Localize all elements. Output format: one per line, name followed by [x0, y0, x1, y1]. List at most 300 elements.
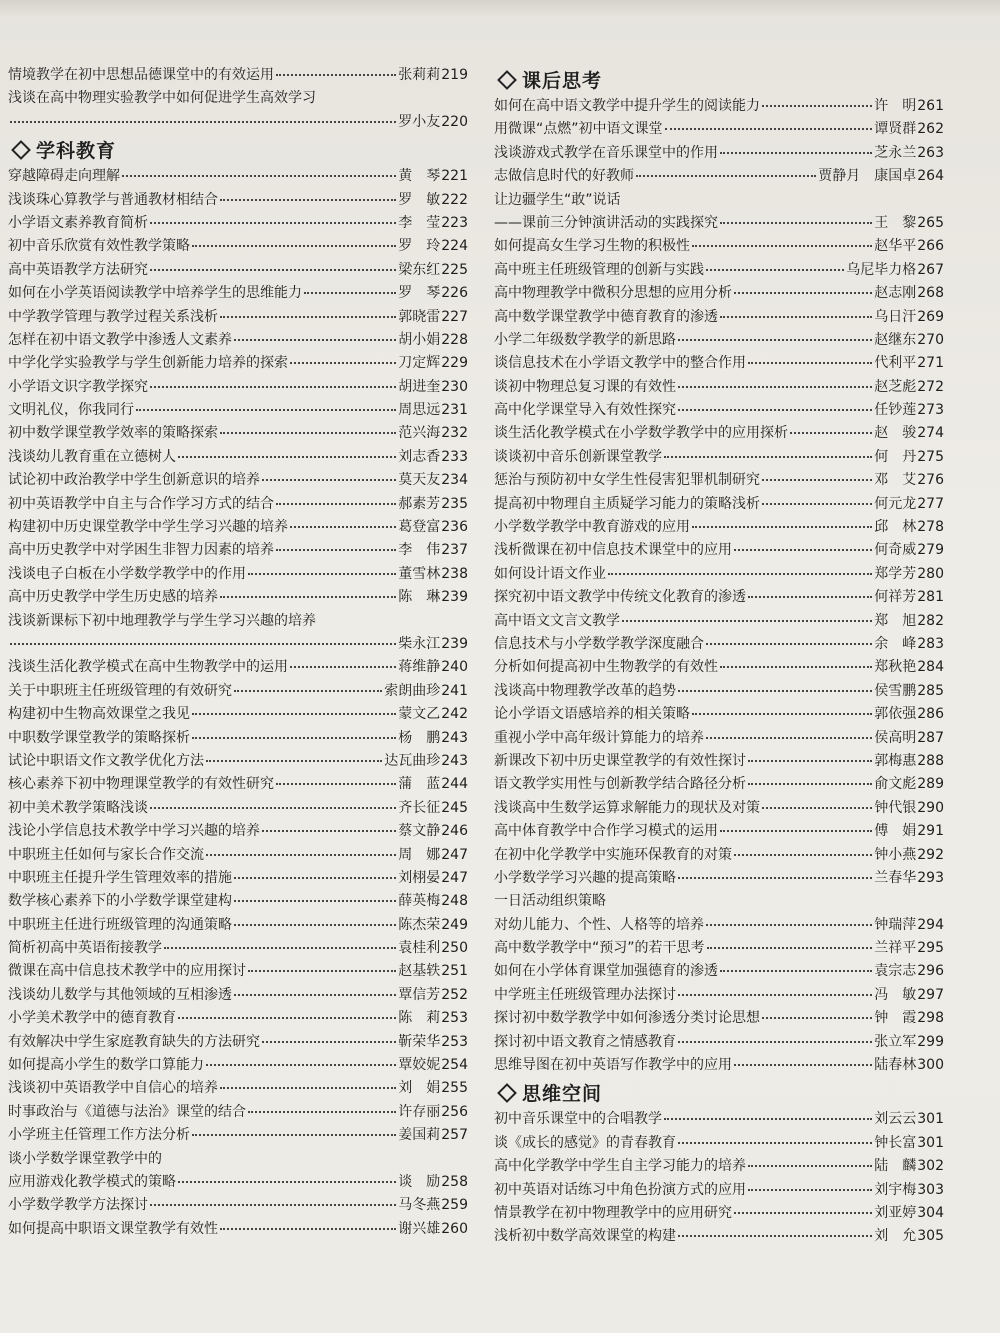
toc-entry-title: 情境教学在初中思想品德课堂中的有效运用 [8, 67, 274, 83]
toc-entry-page: 247 [441, 846, 468, 863]
toc-entry-author: 张莉莉 [398, 67, 441, 83]
toc-entry-author: 赵继东 [874, 331, 917, 348]
toc-entry-page: 267 [917, 261, 944, 278]
toc-entry [494, 1225, 944, 1248]
toc-entry-author: 刀定辉 [398, 355, 441, 372]
toc-entry-title: 如何提高中职语文课堂教学有效性 [8, 1220, 218, 1237]
dot-leader [178, 1180, 396, 1183]
toc-entry [8, 189, 468, 212]
dot-leader [192, 244, 396, 247]
toc-entry-page: 230 [441, 378, 468, 395]
toc-entry-author: 陈 莉 [398, 1010, 441, 1027]
toc-entry [494, 329, 944, 352]
toc-entry-page: 232 [441, 425, 468, 442]
dot-leader [678, 408, 872, 411]
toc-entry [8, 773, 468, 796]
toc-entry-title: 惩治与预防初中女学生性侵害犯罪机制研究 [494, 472, 760, 489]
toc-entry-author: 钟小燕 [874, 846, 917, 863]
toc-entry [8, 727, 468, 750]
toc-entry [494, 352, 944, 375]
toc-entry [8, 984, 468, 1007]
toc-entry-author: 贾静月 康国卓 [818, 168, 917, 185]
toc-entry-subtitle: 对幼儿能力、个性、人格等的培养 [494, 916, 704, 933]
toc-entry-author: 赵芝彪 [874, 378, 917, 395]
toc-entry-author: 袁宗志 [874, 963, 917, 980]
toc-entry-title: 如何在小学英语阅读教学中培养学生的思维能力 [8, 285, 302, 302]
dot-leader [720, 829, 872, 832]
toc-entry-page: 221 [441, 168, 468, 185]
toc-entry-author: 蔡文静 [398, 823, 441, 840]
toc-entry-author: 覃姣妮 [398, 1057, 441, 1074]
dot-leader [304, 291, 396, 294]
toc-entry [494, 118, 944, 141]
toc-entry-title: 高中班主任班级管理的创新与实践 [494, 261, 704, 278]
toc-entry [8, 446, 468, 469]
toc-entry-title: 小学班主任管理工作方法分析 [8, 1127, 190, 1144]
dot-leader [206, 759, 382, 762]
toc-entry-title: 小学美术教学中的德育教育 [8, 1010, 176, 1027]
dot-leader [622, 619, 872, 622]
toc-entry-page: 285 [917, 682, 944, 699]
toc-entry [494, 703, 944, 726]
toc-entry-title: 初中音乐课堂中的合唱教学 [494, 1111, 662, 1128]
toc-entry-page: 234 [441, 472, 468, 489]
toc-entry [8, 111, 468, 134]
toc-entry-page: 255 [441, 1080, 468, 1097]
toc-entry-page: 239 [441, 635, 468, 652]
toc-entry [8, 399, 468, 422]
toc-entry-title: 高中历史教学中对学困生非智力因素的培养 [8, 542, 274, 559]
toc-entry-page: 245 [441, 799, 468, 816]
toc-entry [8, 937, 468, 960]
toc-entry-page: 253 [441, 1010, 468, 1027]
dot-leader [122, 174, 396, 177]
dot-leader [678, 1040, 872, 1043]
toc-entry-page: 301 [917, 1134, 944, 1151]
toc-entry-page: 305 [917, 1228, 944, 1245]
toc-entry [8, 469, 468, 492]
toc-entry [494, 493, 944, 516]
dot-leader [262, 1040, 396, 1043]
toc-entry-title: 浅谈电子白板在小学数学教学中的作用 [8, 565, 246, 582]
toc-entry-author: 姜国莉 [398, 1127, 441, 1144]
toc-entry-page: 250 [441, 940, 468, 957]
toc-entry-page: 231 [441, 402, 468, 419]
toc-entry-author: 何祥芳 [874, 589, 917, 606]
diamond-bullet-icon [497, 70, 517, 90]
page-top-edge [0, 0, 1000, 18]
dot-leader [276, 782, 396, 785]
toc-entry-page: 237 [441, 542, 468, 559]
toc-entry-title: 浅谈高中生数学运算求解能力的现状及对策 [494, 799, 760, 816]
toc-entry-page: 276 [917, 472, 944, 489]
toc-entry [8, 656, 468, 679]
toc-entry-author: 罗小友 [398, 113, 441, 130]
toc-entry [494, 212, 944, 235]
toc-entry [494, 516, 944, 539]
toc-entry-author: 赵基轶 [398, 963, 441, 980]
toc-entry-page: 293 [917, 869, 944, 886]
toc-entry-author: 侯雪鹏 [874, 682, 917, 699]
toc-entry-title: 初中数学课堂教学效率的策略探索 [8, 425, 218, 442]
toc-entry-author: 郑 旭 [874, 612, 917, 629]
toc-entry-author: 俞文彪 [874, 776, 917, 793]
toc-entry [8, 1194, 468, 1217]
toc-entry-author: 侯高明 [874, 729, 917, 746]
toc-entry-title-line [8, 87, 468, 110]
dot-leader [706, 268, 844, 271]
toc-entry-page: 249 [441, 916, 468, 933]
toc-entry [8, 212, 468, 235]
toc-entry-page: 268 [917, 285, 944, 302]
toc-entry-author: 葛登富 [398, 519, 441, 536]
toc-entry-title: 浅谈幼儿教育重在立德树人 [8, 448, 176, 465]
dot-leader [664, 1117, 872, 1120]
section-heading [8, 134, 468, 165]
toc-entry-page: 243 [441, 752, 468, 769]
dot-leader [234, 899, 396, 902]
toc-entry-author: 刘 娟 [398, 1080, 441, 1097]
dot-leader [692, 525, 872, 528]
dot-leader [290, 361, 396, 364]
toc-entry-author: 覃信芳 [398, 986, 441, 1003]
toc-entry [494, 1031, 944, 1054]
toc-entry-title: 谈信息技术在小学语文教学中的整合作用 [494, 355, 746, 372]
toc-entry-title: 试论中职语文作文教学优化方法 [8, 752, 204, 769]
toc-entry [8, 586, 468, 609]
dot-leader [290, 525, 396, 528]
toc-entry-page: 251 [441, 963, 468, 980]
dot-leader [234, 876, 396, 879]
diamond-bullet-icon [497, 1083, 517, 1103]
toc-entry-title: 中职班主任如何与家长合作交流 [8, 846, 204, 863]
toc-entry [494, 563, 944, 586]
toc-entry-title: 如何设计语文作业 [494, 565, 606, 582]
toc-entry-page: 254 [441, 1057, 468, 1074]
toc-entry [8, 282, 468, 305]
toc-entry-title: 怎样在初中语文教学中渗透人文素养 [8, 331, 232, 348]
dot-leader [678, 338, 872, 341]
toc-entry-title: 谈初中物理总复习课的有效性 [494, 378, 676, 395]
toc-entry-title: 如何提高女生学习生物的积极性 [494, 238, 690, 255]
toc-entry [8, 844, 468, 867]
toc-entry [494, 539, 944, 562]
dot-leader [707, 946, 873, 949]
toc-entry [8, 235, 468, 258]
section-heading [494, 1077, 944, 1108]
toc-entry-author: 达瓦曲珍 [384, 752, 441, 769]
toc-entry [494, 376, 944, 399]
toc-entry-title: 如何提高小学生的数学口算能力 [8, 1057, 204, 1074]
toc-entry [8, 960, 468, 983]
toc-entry-title: 情景教学在初中物理教学中的应用研究 [494, 1204, 732, 1221]
toc-entry-subtitle: 应用游戏化教学模式的策略 [8, 1173, 176, 1190]
dot-leader [234, 993, 396, 996]
toc-entry [494, 844, 944, 867]
toc-entry [8, 1054, 468, 1077]
toc-entry-page: 290 [917, 799, 944, 816]
toc-entry [8, 1124, 468, 1147]
toc-entry-title: 简析初高中英语衔接教学 [8, 940, 162, 957]
toc-entry [8, 1218, 468, 1241]
toc-entry [494, 820, 944, 843]
dot-leader [248, 1110, 396, 1113]
toc-entry [494, 1108, 944, 1131]
toc-entry-title: 高中物理教学中微积分思想的应用分析 [494, 285, 732, 302]
toc-entry [8, 422, 468, 445]
toc-entry [494, 142, 944, 165]
toc-entry-page: 225 [441, 261, 468, 278]
toc-entry-title: 浅论小学信息技术教学中学习兴趣的培养 [8, 823, 260, 840]
dot-leader [706, 736, 872, 739]
dot-leader [178, 455, 396, 458]
toc-entry-page: 266 [917, 238, 944, 255]
toc-entry-author: 许 明 [874, 98, 917, 114]
toc-entry-subtitle: ——课前三分钟演讲活动的实践探究 [494, 214, 718, 231]
toc-entry-page: 269 [917, 308, 944, 325]
toc-entry [494, 446, 944, 469]
toc-entry-page: 235 [441, 495, 468, 512]
dot-leader [234, 923, 396, 926]
toc-entry-title: 高中化学教学中学生自主学习能力的培养 [494, 1158, 746, 1175]
toc-entry-page: 258 [441, 1173, 468, 1190]
dot-leader [734, 548, 872, 551]
toc-entry-page: 259 [441, 1197, 468, 1214]
dot-leader [262, 829, 396, 832]
toc-entry-title: 在初中化学教学中实施环保教育的对策 [494, 846, 732, 863]
toc-entry-title: 浅谈在高中物理实验教学中如何促进学生高效学习 [8, 90, 316, 107]
dot-leader [790, 431, 872, 434]
toc-entry-author: 李 莹 [398, 214, 441, 231]
toc-entry [494, 610, 944, 633]
toc-entry-author: 郝素芳 [398, 495, 441, 512]
toc-entry [494, 1202, 944, 1225]
toc-entry-page: 228 [441, 331, 468, 348]
toc-entry-page: 271 [917, 355, 944, 372]
toc-entry-title: 重视小学中高年级计算能力的培养 [494, 729, 704, 746]
toc-entry-author: 钟长富 [874, 1134, 917, 1151]
toc-entry-title: 初中英语对话练习中角色扮演方式的应用 [494, 1181, 746, 1198]
toc-entry [8, 165, 468, 188]
toc-entry-page: 279 [917, 542, 944, 559]
toc-entry-page: 229 [441, 355, 468, 372]
toc-entry-page: 238 [441, 565, 468, 582]
toc-entry-page: 297 [917, 986, 944, 1003]
toc-entry [494, 1054, 944, 1077]
toc-entry-page: 274 [917, 425, 944, 442]
toc-entry-page: 298 [917, 1010, 944, 1027]
toc-entry-title: 谈生活化教学模式在小学数学教学中的应用探析 [494, 425, 788, 442]
toc-entry [8, 1007, 468, 1030]
dot-leader [748, 759, 872, 762]
dot-leader [150, 1203, 396, 1206]
toc-entry [8, 914, 468, 937]
dot-leader [636, 174, 816, 177]
toc-entry-author: 刘云云 [874, 1111, 917, 1128]
toc-entry-author: 齐长征 [398, 799, 441, 816]
toc-entry-page: 295 [917, 940, 944, 957]
toc-entry-page: 260 [441, 1220, 468, 1237]
toc-entry-author: 范兴海 [398, 425, 441, 442]
toc-entry [494, 469, 944, 492]
toc-entry-page: 263 [917, 144, 944, 161]
toc-entry-title: 浅谈新课标下初中地理教学与学生学习兴趣的培养 [8, 612, 316, 629]
toc-entry [494, 937, 944, 960]
dot-leader [720, 315, 872, 318]
toc-entry-author: 刘亚婷 [874, 1204, 917, 1221]
dot-leader [150, 385, 396, 388]
toc-entry [494, 1179, 944, 1202]
toc-entry-page: 301 [917, 1111, 944, 1128]
dot-leader [206, 1063, 396, 1066]
toc-entry-page: 284 [917, 659, 944, 676]
toc-entry-title: 核心素养下初中物理课堂教学的有效性研究 [8, 776, 274, 793]
toc-entry-author: 周 娜 [398, 846, 441, 863]
toc-entry-author: 刘栩晏 [398, 869, 441, 886]
toc-entry-title: 志做信息时代的好教师 [494, 168, 634, 185]
toc-entry [8, 820, 468, 843]
toc-entry-title-line [494, 189, 944, 212]
toc-entry [8, 493, 468, 516]
dot-leader [220, 595, 396, 598]
dot-leader [276, 502, 396, 505]
toc-entry-page: 304 [917, 1204, 944, 1221]
toc-entry-author: 刘 允 [874, 1228, 917, 1245]
dot-leader [150, 221, 396, 224]
toc-entry-title: 小学数学教学方法探讨 [8, 1197, 148, 1214]
toc-entry-author: 谢兴雄 [398, 1220, 441, 1237]
toc-entry-author: 许存丽 [398, 1103, 441, 1120]
dot-leader [748, 361, 872, 364]
dot-leader [720, 969, 872, 972]
toc-entry-page: 233 [441, 448, 468, 465]
toc-entry-title: 小学数学学习兴趣的提高策略 [494, 869, 676, 886]
toc-entry-title: 谈《成长的感觉》的青春教育 [494, 1134, 676, 1151]
toc-entry-author: 索朗曲珍 [384, 682, 441, 699]
toc-entry-page: 265 [917, 214, 944, 231]
toc-entry [8, 890, 468, 913]
toc-entry-title: 论小学语文语感培养的相关策略 [494, 706, 690, 723]
toc-entry-author: 谭贤群 [874, 121, 917, 138]
dot-leader [692, 712, 872, 715]
dot-leader [692, 244, 872, 247]
toc-entry [494, 235, 944, 258]
toc-entry-page: 283 [917, 635, 944, 652]
toc-entry-title: 用微课“点燃”初中语文课堂 [494, 121, 663, 138]
toc-entry-title: 浅谈幼儿数学与其他领域的互相渗透 [8, 986, 232, 1003]
toc-entry-title: 探讨初中语文教育之情感教育 [494, 1033, 676, 1050]
toc-entry-page: 294 [917, 916, 944, 933]
toc-entry-title: 关于中职班主任班级管理的有效研究 [8, 682, 232, 699]
dot-leader [150, 268, 396, 271]
toc-entry-page: 226 [441, 285, 468, 302]
toc-entry-page: 264 [917, 168, 944, 185]
dot-leader [234, 338, 396, 341]
dot-leader [262, 478, 396, 481]
dot-leader [136, 408, 396, 411]
dot-leader [608, 572, 872, 575]
toc-entry [494, 914, 944, 937]
toc-entry-author: 兰祥平 [874, 940, 917, 957]
toc-entry-title: 高中化学课堂导入有效性探究 [494, 402, 676, 419]
toc-entry-page: 286 [917, 706, 944, 723]
dot-leader [762, 478, 872, 481]
toc-entry-title: 分析如何提高初中生物教学的有效性 [494, 659, 718, 676]
dot-leader [248, 572, 396, 575]
left-column [8, 64, 468, 1241]
toc-entry-author: 郭梅惠 [874, 752, 917, 769]
toc-entry-title: 穿越障碍走向理解 [8, 168, 120, 185]
toc-entry-author: 王 黎 [874, 214, 917, 231]
toc-entry [8, 797, 468, 820]
toc-entry [494, 797, 944, 820]
toc-entry-page: 292 [917, 846, 944, 863]
dot-leader [276, 548, 396, 551]
toc-entry-author: 何奇威 [874, 542, 917, 559]
toc-entry-author: 陆春林 [874, 1057, 917, 1074]
toc-entry-author: 黄 琴 [398, 168, 441, 185]
toc-entry-title: 小学数学教学中教育游戏的应用 [494, 519, 690, 536]
dot-leader [206, 853, 396, 856]
dot-leader [220, 198, 396, 201]
toc-entry-title: 浅谈初中英语教学中自信心的培养 [8, 1080, 218, 1097]
toc-entry-page: 291 [917, 823, 944, 840]
toc-entry-author: 代利平 [874, 355, 917, 372]
toc-entry-title-line [494, 890, 944, 913]
toc-entry [494, 399, 944, 422]
toc-entry-page: 227 [441, 308, 468, 325]
toc-entry-author: 乌尼毕力格 [846, 261, 917, 278]
toc-entry [494, 750, 944, 773]
toc-entry-title: 构建初中生物高效课堂之我见 [8, 706, 190, 723]
toc-entry-author: 罗 玲 [398, 238, 441, 255]
toc-entry-author: 邓 艾 [874, 472, 917, 489]
toc-entry-page: 296 [917, 963, 944, 980]
toc-entry-title: 高中体育教学中合作学习模式的运用 [494, 823, 718, 840]
dot-leader [164, 946, 396, 949]
toc-entry [8, 539, 468, 562]
toc-entry-page: 244 [441, 776, 468, 793]
toc-entry-author: 莫天友 [398, 472, 441, 489]
toc-entry-author: 谈 励 [398, 1173, 441, 1190]
toc-entry [8, 352, 468, 375]
toc-entry [8, 64, 468, 87]
toc-entry-title: 语文教学实用性与创新教学结合路径分析 [494, 776, 746, 793]
toc-entry-author: 余 峰 [874, 635, 917, 652]
dot-leader [664, 455, 872, 458]
toc-entry-author: 乌日汗 [874, 308, 917, 325]
section-title: 思维空间 [522, 1083, 603, 1106]
dot-leader [678, 1234, 872, 1237]
dot-leader [276, 73, 396, 76]
toc-entry-author: 钟瑞萍 [874, 916, 917, 933]
toc-entry-author: 何元龙 [874, 495, 917, 512]
toc-entry-author: 罗 敏 [398, 191, 441, 208]
dot-leader [720, 151, 872, 154]
toc-entry-author: 郭晓雷 [398, 308, 441, 325]
toc-entry-page: 257 [441, 1127, 468, 1144]
dot-leader [720, 221, 872, 224]
toc-entry-title: 高中历史教学中学生历史感的培养 [8, 589, 218, 606]
toc-entry-author: 冯 敏 [874, 986, 917, 1003]
toc-entry-title: 提高初中物理自主质疑学习能力的策略浅析 [494, 495, 760, 512]
toc-entry-author: 胡进奎 [398, 378, 441, 395]
toc-entry-author: 周思远 [398, 402, 441, 419]
toc-entry-author: 钟代银 [874, 799, 917, 816]
toc-entry-title: 试论初中政治教学中学生创新意识的培养 [8, 472, 260, 489]
toc-entry-title: 数学核心素养下的小学数学课堂建构 [8, 893, 232, 910]
dot-leader [734, 291, 872, 294]
